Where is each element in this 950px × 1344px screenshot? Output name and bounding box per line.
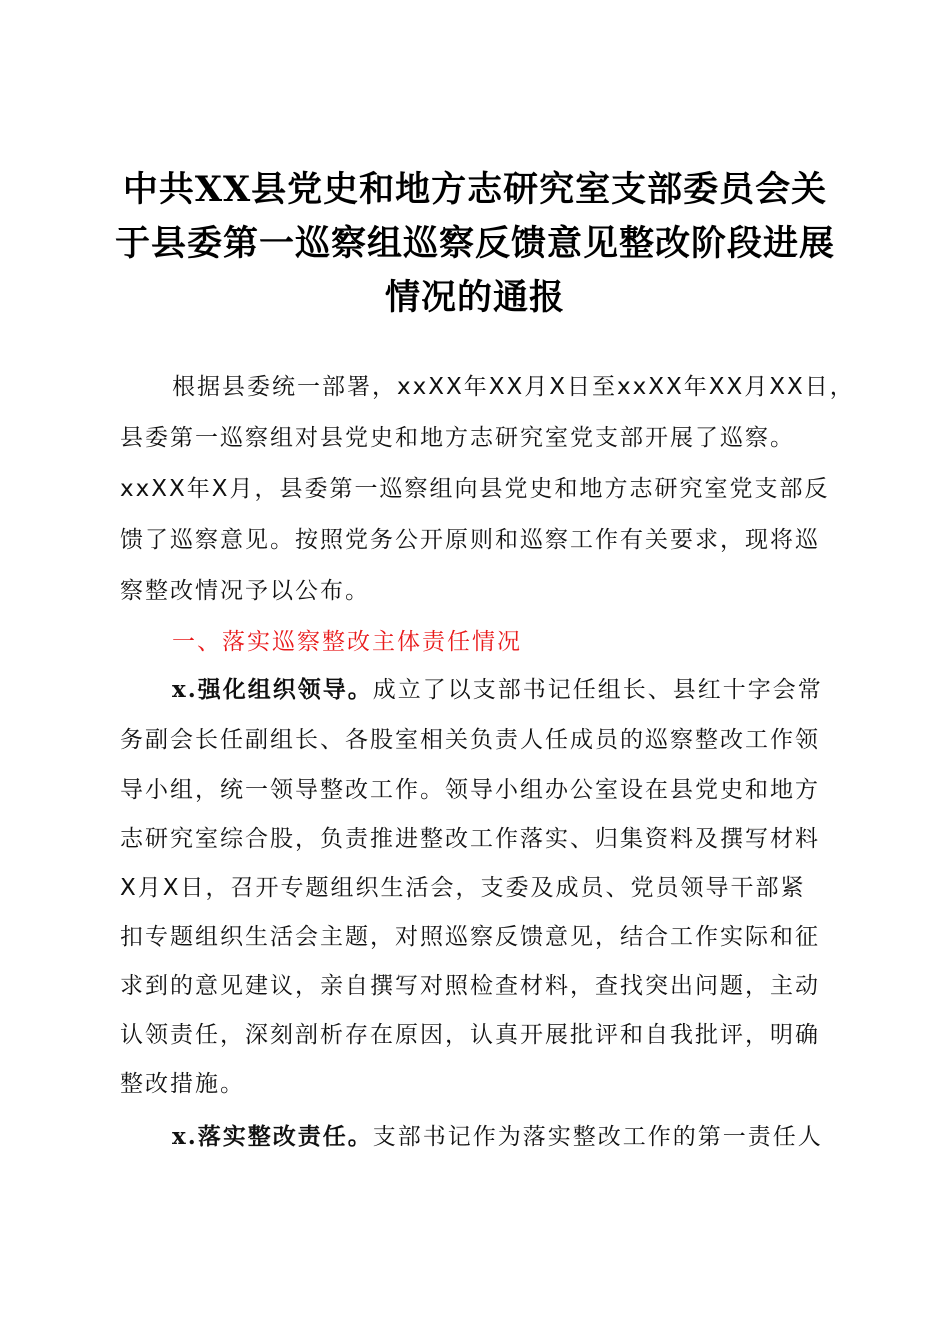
item1-line-2: 务副会长任副组长、各股室相关负责人任成员的巡察整改工作领 — [120, 727, 820, 753]
section-heading-1: 一、落实巡察整改主体责任情况 — [172, 629, 522, 655]
item2-first-line — [172, 1122, 823, 1152]
item2-first-line-text: 支部书记作为落实整改工作的第一责任人 — [372, 1124, 823, 1150]
intro-line-5: 察整改情况予以公布。 — [120, 578, 370, 604]
title-line-1: 中共XX县党史和地方志研究室支部委员会关 — [122, 169, 828, 210]
item1-line-8: 认领责任，深刻剖析存在原因，认真开展批评和自我批评，明确 — [120, 1022, 820, 1048]
intro-line-2: 县委第一巡察组对县党史和地方志研究室党支部开展了巡察。 — [120, 425, 795, 451]
item1-label: x.强化组织领导。 — [172, 676, 373, 703]
item2-label: x.落实整改责任。 — [172, 1123, 373, 1150]
intro-line-3: xxXX年X月，县委第一巡察组向县党史和地方志研究室党支部反 — [120, 476, 830, 502]
item1-line-5: X月X日，召开专题组织生活会，支委及成员、党员领导干部紧 — [120, 875, 806, 901]
item1-first-line-text: 成立了以支部书记任组长、县红十字会常 — [372, 677, 823, 703]
item1-line-9: 整改措施。 — [120, 1071, 245, 1097]
item1-line-7: 求到的意见建议，亲自撰写对照检查材料，查找突出问题，主动 — [120, 973, 820, 999]
item1-line-3: 导小组，统一领导整改工作。领导小组办公室设在县党史和地方 — [120, 777, 820, 803]
item1-first-line — [172, 675, 823, 705]
intro-line-1: 根据县委统一部署，xxXX年XX月X日至xxXX年XX月XX日， — [172, 374, 855, 400]
item1-line-4: 志研究室综合股，负责推进整改工作落实、归集资料及撰写材料 — [120, 826, 820, 852]
document-title — [100, 163, 850, 325]
title-line-3: 情况的通报 — [384, 277, 565, 318]
title-line-2: 于县委第一巡察组巡察反馈意见整改阶段进展 — [114, 223, 835, 264]
item1-line-6: 扣专题组织生活会主题，对照巡察反馈意见，结合工作实际和征 — [120, 924, 820, 950]
intro-line-4: 馈了巡察意见。按照党务公开原则和巡察工作有关要求，现将巡 — [120, 527, 820, 553]
